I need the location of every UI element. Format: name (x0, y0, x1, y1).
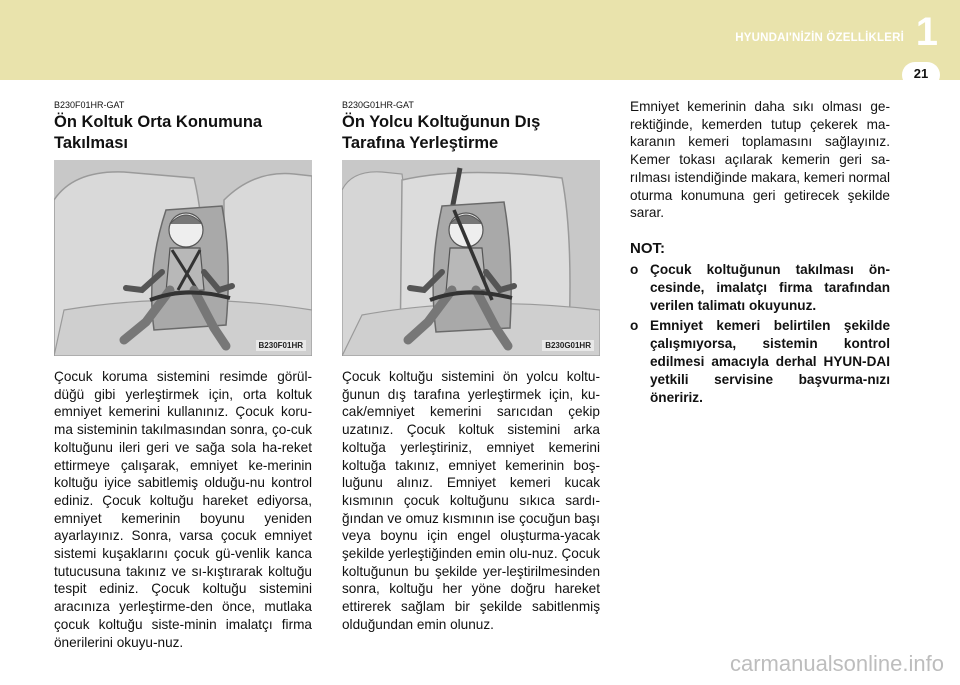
section-title (342, 112, 600, 154)
section-body-text: Çocuk koltuğu sistemini ön yolcu koltu-ğunun dış tarafına yerleştirmek için, ku-cak/emniyet kemerini sarıcıdan çekip uzatınız. Çocuk koltuk sistemini arka koltuğa yerleştiriniz, emniyet kemerini koltuğa takınız, emniyet kemerinin boş-luğunu alınız. Emniyet kemeri kucak kısmının çocuk koltuğunu sıkıca sardı-ğından ve omuz kısmının ise çocuğun başı veya boynu için engel oluşturma-yacak şekilde yerleştiğinden emin olu-nuz. Çocuk koltuğunun bu şekilde yer-leştirilmesinden sonra, koltuğu her yöne doğru hareket ettirerek sağlam bir şekilde sabitlenmiş olduğundan emin olunuz. (342, 369, 600, 632)
figure-code-label: B230F01HR (256, 340, 306, 351)
figure-code-label: B230G01HR (542, 340, 594, 351)
section-code: B230F01HR-GAT (54, 100, 125, 110)
section-title-line1: Ön Koltuk Orta Konumuna (54, 113, 263, 131)
chapter-title: HYUNDAI'NİZİN ÖZELLİKLERİ (735, 32, 904, 44)
note-list (630, 261, 890, 407)
illustration-child-seat-center (54, 160, 312, 356)
note-heading: NOT: (630, 239, 665, 257)
child-seat-illustration (54, 160, 312, 356)
chapter-number: 1 (915, 10, 938, 54)
note-text: Emniyet kemeri belirtilen şekilde çalışmıyorsa, sistemin kontrol edilmesi amacıyla derhal HYUN-DAI yetkili servisine başvurma-nızı öneririz. (650, 317, 890, 405)
page-header (0, 0, 960, 80)
note-item (630, 317, 890, 407)
column-middle (342, 100, 600, 634)
page-number: 21 (913, 66, 929, 81)
note-bullet: o (630, 317, 639, 333)
column-left (54, 100, 312, 651)
continuation-text: Emniyet kemerinin daha sıkı olması ge-rektiğinde, kemerden tutup çekerek ma-karanın kemeri toplamasını sağlayınız. Kemer tokası açılarak kemerin geri sa-rılması istendiğinde makara, kemeri normal oturma konumuna geri getirecek şekilde sarar. (630, 99, 890, 221)
section-title-line2: Tarafına Yerleştirme (342, 134, 499, 152)
section-title-line2: Takılması (54, 134, 128, 152)
child-seat-illustration (342, 160, 600, 356)
illustration-child-seat-outboard (342, 160, 600, 356)
note-item (630, 261, 890, 315)
watermark-text: carmanualsonline.info (729, 651, 944, 676)
section-body-text: Çocuk koruma sistemini resimde görül-düğü gibi yerleştirmek için, orta koltuk emniyet kemerini kullanınız. Çocuk koru-ma sisteminin takılmasından sonra, ço-cuk koltuğunu ileri geri ve sağa sola ha-reket ettirmeye çalışarak, emniyet ke-merinin koltuğu iyice sabitlemiş olduğu-nu kontrol ediniz. Çocuk koltuğu hareket ediyorsa, emniyet kemerinin boyunu yeniden ayarlayınız. Sonra, varsa çocuk emniyet sistemi kuşaklarını çocuk gü-venlik kanca tutucusuna takınız ve sı-kıştırarak koltuğu tespit ediniz. Çocuk koltuğu sistemini aracınıza yerleştirme-den önce, mutlaka çocuk koltuğu siste-minin imalatçı firma önerilerini okuyu-nuz. (54, 369, 312, 650)
note-text: Çocuk koltuğunun takılması ön-cesinde, imalatçı firma tarafından verilen talimatı okuyunuz. (650, 261, 890, 313)
section-code: B230G01HR-GAT (342, 100, 414, 110)
note-bullet: o (630, 261, 639, 277)
section-title (54, 112, 312, 154)
column-right (630, 98, 890, 409)
section-title-line1: Ön Yolcu Koltuğunun Dış (342, 113, 541, 131)
